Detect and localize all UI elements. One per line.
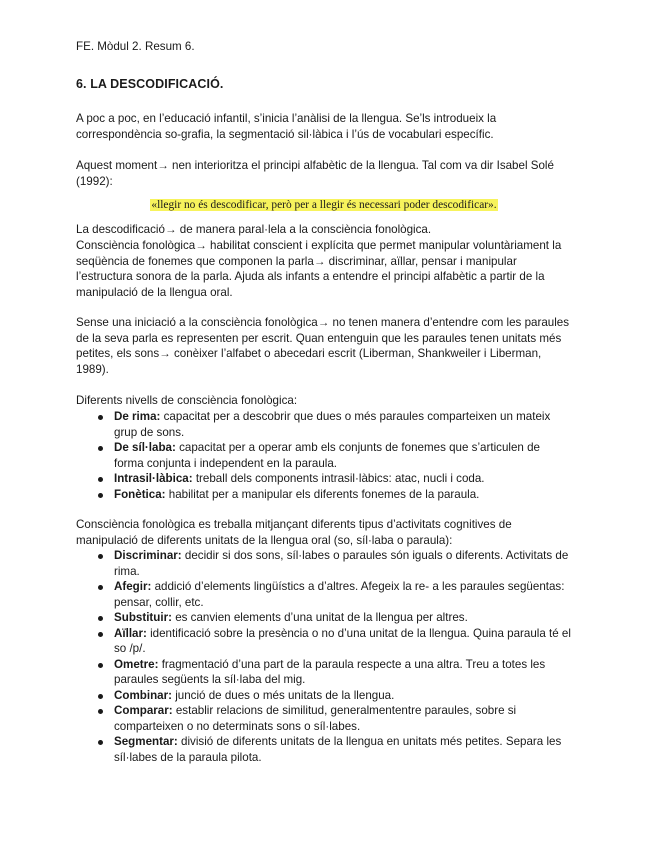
list-item: Fonètica: habilitat per a manipular els diferents fonemes de la paraula. <box>76 487 572 503</box>
list-item: De síl·laba: capacitat per a operar amb els conjunts de fonemes que s’articulen de forma conjunta i independent en la paraula. <box>76 440 572 471</box>
list-item: Comparar: establir relacions de similitud, generalmententre paraules, sobre si comparteixen o no determinats sons o síl·labes. <box>76 703 572 734</box>
list-item: Afegir: addició d’elements lingüístics a d’altres. Afegeix la re- a les paraules següentas: pensar, collir, etc. <box>76 579 572 610</box>
paragraph-initiation: Sense una iniciació a la consciència fonològica→ no tenen manera d’entendre com les paraules de la seva parla es representen per escrit. Quan entenguin que les paraules tenen unitats més petites, els sons→ conèixer l’alfabet o abecedari escrit (Liberman, Shankweiler i Liberman, 1989). <box>76 316 570 376</box>
list-item: Ometre: fragmentació d’una part de la paraula respecte a una altra. Treu a totes les paraules següents la síl·laba del mig. <box>76 657 572 688</box>
bullet-icon <box>98 415 103 420</box>
paragraph-phonological-awareness: Consciència fonològica→ habilitat conscient i explícita que permet manipular voluntàriament la seqüència de fonemes que componen la parla→ discriminar, aïllar, pensar i manipular l’estructura sonora de la parla. Ajuda als infants a entendre el principi alfabètic a partir de la manipulació de la llengua oral. <box>76 239 562 299</box>
bullet-icon <box>98 709 103 714</box>
paragraph-decoding: La descodificació→ de manera paral·lela a la consciència fonològica. <box>76 223 432 236</box>
paragraph-levels-intro: Diferents nivells de consciència fonològica: <box>76 394 298 407</box>
list-item: Aïllar: identificació sobre la presència o no d’una unitat de la llengua. Quina paraula té el so /p/. <box>76 626 572 657</box>
page-header: FE. Mòdul 2. Resum 6. <box>76 40 195 53</box>
bullet-icon <box>98 740 103 745</box>
activities-list <box>76 548 572 765</box>
quote-block <box>76 197 572 214</box>
bullet-icon <box>98 694 103 699</box>
bullet-icon <box>98 632 103 637</box>
bullet-icon <box>98 493 103 498</box>
section-title: 6. LA DESCODIFICACIÓ. <box>76 77 224 91</box>
levels-list <box>76 409 572 502</box>
bullet-icon <box>98 585 103 590</box>
list-item: De rima: capacitat per a descobrir que dues o més paraules comparteixen un mateix grup de sons. <box>76 409 572 440</box>
highlighted-quote: «llegir no és descodificar, però per a llegir és necessari poder descodificar». <box>151 199 497 211</box>
list-item: Segmentar: divisió de diferents unitats de la llengua en unitats més petites. Separa les síl·labes de la paraula pilota. <box>76 734 572 765</box>
bullet-icon <box>98 554 103 559</box>
bullet-icon <box>98 446 103 451</box>
bullet-icon <box>98 616 103 621</box>
list-item: Intrasil·làbica: treball dels components intrasil·làbics: atac, nucli i coda. <box>76 471 572 487</box>
list-item: Substituir: es canvien elements d’una unitat de la llengua per altres. <box>76 610 572 626</box>
bullet-icon <box>98 663 103 668</box>
list-item: Combinar: junció de dues o més unitats de la llengua. <box>76 688 572 704</box>
paragraph-alphabetic: Aquest moment→ nen interioritza el principi alfabètic de la llengua. Tal com va dir Isabel Solé (1992): <box>76 159 554 188</box>
list-item: Discriminar: decidir si dos sons, síl·labes o paraules són iguals o diferents. Activitats de rima. <box>76 548 572 579</box>
paragraph-intro: A poc a poc, en l’educació infantil, s’inicia l’anàlisi de la llengua. Se’ls introdueix la correspondència so-grafia, la segmentació sil·làbica i l’ús de vocabulari específic. <box>76 112 497 141</box>
paragraph-activities-intro: Consciència fonològica es treballa mitjançant diferents tipus d’activitats cognitives de manipulació de diferents unitats de la llengua oral (so, síl·laba o paraula): <box>76 518 512 547</box>
bullet-icon <box>98 477 103 482</box>
